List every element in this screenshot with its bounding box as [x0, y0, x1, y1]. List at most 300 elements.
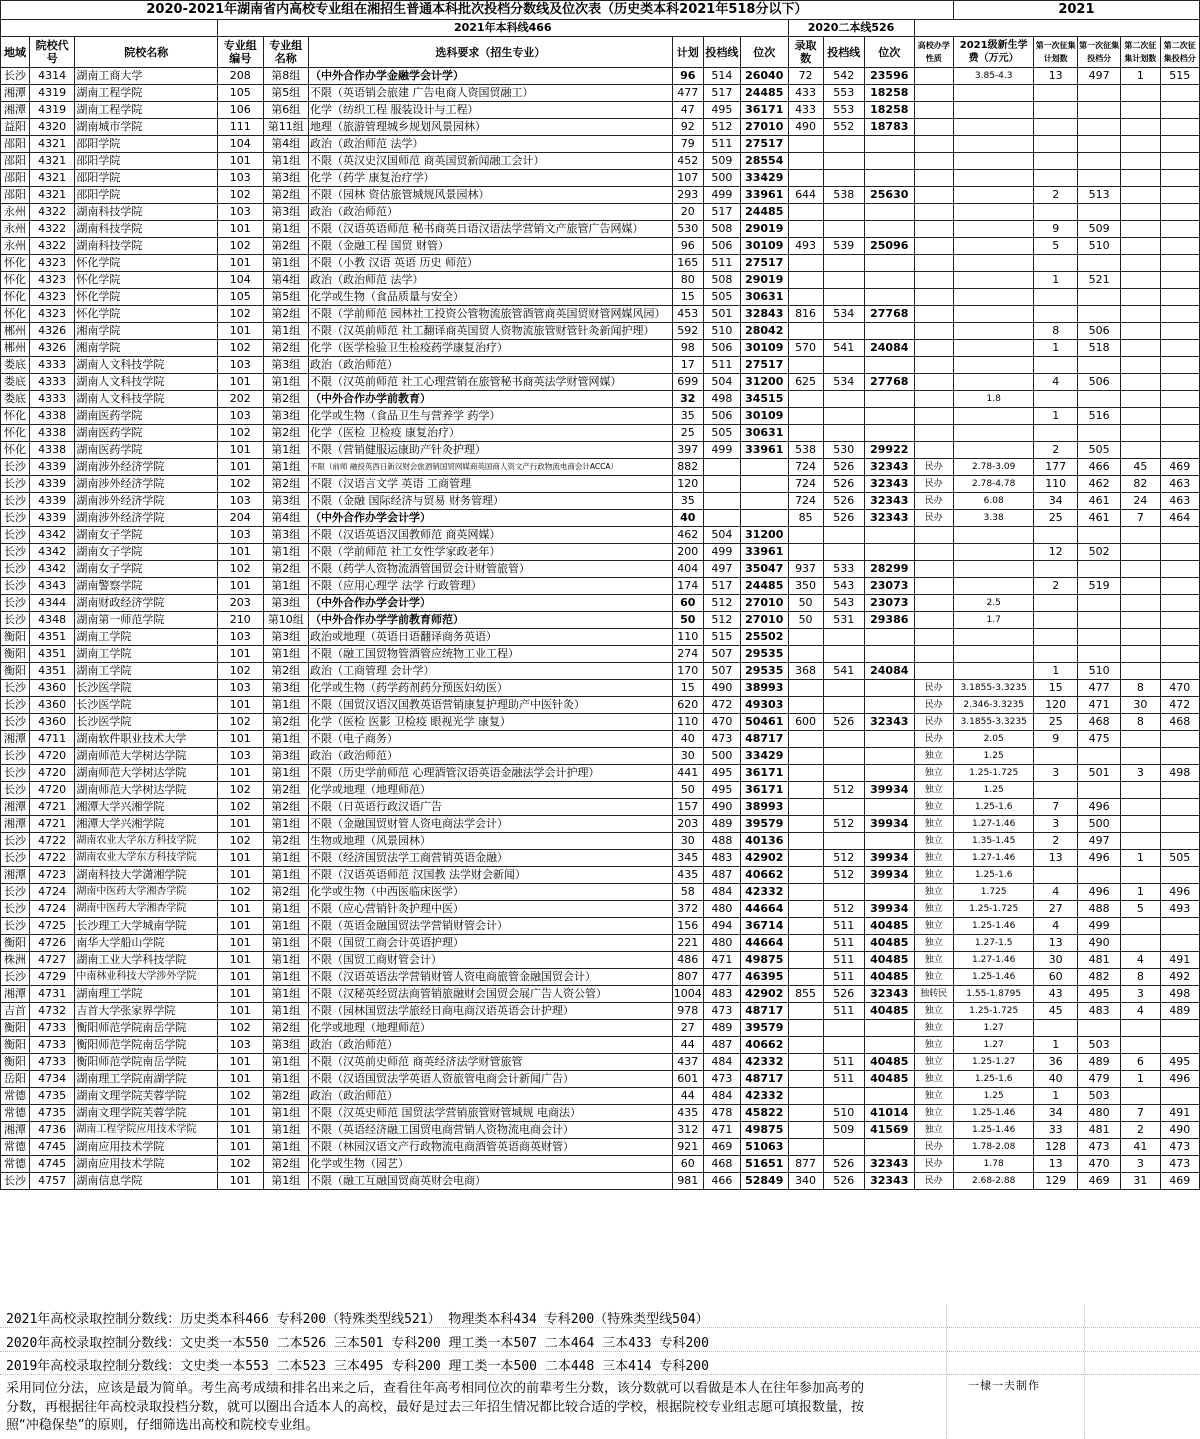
table-row — [1, 748, 1200, 765]
col-plan-cell: 35 — [672, 493, 703, 510]
col-sup1-score-cell: 468 — [1077, 714, 1120, 731]
col-rank-2020-cell: 40485 — [864, 952, 914, 969]
col-sup2-score-cell — [1160, 187, 1199, 204]
col-plan-cell: 452 — [672, 153, 703, 170]
col-region-cell: 长沙 — [1, 884, 30, 901]
col-school-name-cell: 湖南女子学院 — [75, 527, 218, 544]
col-sup2-score-cell: 468 — [1160, 714, 1199, 731]
col-sup2-plan-cell — [1121, 238, 1160, 255]
table-row — [1, 272, 1200, 289]
col-group-code-cell: 102 — [218, 238, 263, 255]
col-school-name-cell: 邵阳学院 — [75, 170, 218, 187]
col-region-cell: 长沙 — [1, 918, 30, 935]
col-rank-2021-cell: 48717 — [740, 731, 788, 748]
col-group-code-cell: 102 — [218, 187, 263, 204]
col-sup1-plan-cell: 1 — [1034, 272, 1077, 289]
col-plan-cell: 530 — [672, 221, 703, 238]
col-tuition-cell — [953, 561, 1034, 578]
col-school-type-cell: 民办 — [914, 697, 953, 714]
table-row — [1, 527, 1200, 544]
col-plan-cell: 620 — [672, 697, 703, 714]
col-cutoff-2021-cell: 512 — [703, 595, 740, 612]
col-tuition-cell — [953, 646, 1034, 663]
col-school-name-cell: 长沙医学院 — [75, 680, 218, 697]
col-group-code-cell: 102 — [218, 1020, 263, 1037]
col-sup2-score-cell — [1160, 391, 1199, 408]
col-school-name-cell: 湖南师范大学树达学院 — [75, 765, 218, 782]
col-school-type-cell: 独立 — [914, 952, 953, 969]
col-group-name-cell: 第2组 — [263, 476, 308, 493]
col-sup1-score-cell — [1077, 170, 1120, 187]
col-region-cell: 湘潭 — [1, 799, 30, 816]
col-cutoff-2020-cell: 526 — [823, 986, 864, 1003]
col-tuition-cell: 6.08 — [953, 493, 1034, 510]
col-school-type-cell — [914, 408, 953, 425]
col-admitted-2020-cell: 490 — [788, 119, 823, 136]
col-plan-cell: 50 — [672, 612, 703, 629]
col-sup2-plan-cell: 1 — [1121, 68, 1160, 85]
col-admitted-2020-cell: 85 — [788, 510, 823, 527]
control-line-2019: 2019年高校录取控制分数线：文史类一本553 二本523 三本495 专科200 理工类一本500 二本448 三本414 专科200 — [6, 1359, 709, 1374]
col-cutoff-2021-cell: 510 — [703, 323, 740, 340]
col-group-code-cell: 101 — [218, 1173, 263, 1190]
col-tuition-cell — [953, 272, 1034, 289]
col-admitted-2020-cell — [788, 527, 823, 544]
col-school-type-cell — [914, 561, 953, 578]
col-sup1-score-cell: 466 — [1077, 459, 1120, 476]
col-tuition-cell: 1.7 — [953, 612, 1034, 629]
col-school-name-cell: 湘潭大学兴湘学院 — [75, 799, 218, 816]
col-school-code-cell: 4322 — [29, 238, 74, 255]
col-rank-2021-cell: 33961 — [740, 544, 788, 561]
col-rank-2020-cell: 40485 — [864, 969, 914, 986]
col-tuition-cell — [953, 442, 1034, 459]
col-rank-2020-cell: 41569 — [864, 1122, 914, 1139]
col-cutoff-2020-cell: 510 — [823, 1105, 864, 1122]
col-group-name-cell: 第2组 — [263, 782, 308, 799]
control-line-2021: 2021年高校录取控制分数线：历史类本科466 专科200（特殊类型线521） 物理类本科434 专科200（特殊类型线504） — [6, 1312, 709, 1327]
col-plan-cell: 170 — [672, 663, 703, 680]
col-sup1-score-cell — [1077, 1020, 1120, 1037]
col-group-name-cell: 第3组 — [263, 1037, 308, 1054]
col-sup1-plan-cell — [1034, 527, 1077, 544]
col-school-type-cell — [914, 578, 953, 595]
col-school-name-cell: 湖南工商大学 — [75, 68, 218, 85]
col-rank-2020-cell — [864, 799, 914, 816]
col-sup1-plan-cell: 1 — [1034, 408, 1077, 425]
col-group-code-cell: 101 — [218, 255, 263, 272]
col-rank-2021-cell: 27010 — [740, 612, 788, 629]
col-cutoff-2021-cell: 484 — [703, 884, 740, 901]
col-group-code-cell: 101 — [218, 1003, 263, 1020]
col-school-code-cell: 4323 — [29, 255, 74, 272]
col-sup1-score-cell — [1077, 204, 1120, 221]
col-cutoff-2020-cell: 511 — [823, 918, 864, 935]
col-tuition-cell: 2.78-4.78 — [953, 476, 1034, 493]
col-school-type-cell — [914, 187, 953, 204]
col-group-name-cell: 第1组 — [263, 918, 308, 935]
col-admitted-2020-cell — [788, 748, 823, 765]
col-sup1-score-cell: 495 — [1077, 986, 1120, 1003]
col-school-code-cell: 4733 — [29, 1020, 74, 1037]
col-sup2-score-cell — [1160, 578, 1199, 595]
col-cutoff-2020-cell: 538 — [823, 187, 864, 204]
col-sup2-plan-cell — [1121, 119, 1160, 136]
col-sup2-score-cell — [1160, 561, 1199, 578]
col-rank-2020-cell: 25630 — [864, 187, 914, 204]
col-sup1-score-cell — [1077, 748, 1120, 765]
col-plan-cell: 978 — [672, 1003, 703, 1020]
col-group-code-cell: 111 — [218, 119, 263, 136]
col-rank-2021-cell: 33429 — [740, 170, 788, 187]
col-plan-cell: 1004 — [672, 986, 703, 1003]
col-sup1-plan-cell: 9 — [1034, 731, 1077, 748]
col-sup2-plan-cell — [1121, 782, 1160, 799]
col-cutoff-2020-cell — [823, 544, 864, 561]
col-admitted-2020-cell — [788, 969, 823, 986]
col-school-code-cell: 4314 — [29, 68, 74, 85]
table-row — [1, 1003, 1200, 1020]
col-admitted-2020-cell: 816 — [788, 306, 823, 323]
col-rank-2021-cell: 29019 — [740, 221, 788, 238]
col-cutoff-2021-cell: 495 — [703, 102, 740, 119]
col-tuition-cell: 1.25-1.46 — [953, 969, 1034, 986]
col-cutoff-2020-cell: 509 — [823, 1122, 864, 1139]
col-plan-cell: 17 — [672, 357, 703, 374]
col-group-name-cell: 第1组 — [263, 935, 308, 952]
col-cutoff-2020-cell — [823, 680, 864, 697]
col-plan-cell: 221 — [672, 935, 703, 952]
col-sup1-plan-cell — [1034, 612, 1077, 629]
col-school-type-cell — [914, 357, 953, 374]
col-admitted-2020-cell — [788, 629, 823, 646]
col-cutoff-2020-cell — [823, 748, 864, 765]
col-school-type-cell — [914, 323, 953, 340]
col-subject-req-cell: 化学（药学 康复治疗学） — [308, 170, 672, 187]
col-admitted-2020-cell — [788, 765, 823, 782]
col-region-cell: 岳阳 — [1, 1071, 30, 1088]
col-rank-2020-cell: 39934 — [864, 867, 914, 884]
col-group-code-cell: 101 — [218, 901, 263, 918]
col-cutoff-2020-cell: 511 — [823, 1003, 864, 1020]
col-sup1-plan-cell: 5 — [1034, 238, 1077, 255]
col-sup2-plan-cell — [1121, 629, 1160, 646]
col-sup2-plan-cell — [1121, 425, 1160, 442]
col-school-code-cell: 4734 — [29, 1071, 74, 1088]
col-cutoff-2021-cell: 484 — [703, 1054, 740, 1071]
col-sup2-score-cell: 496 — [1160, 884, 1199, 901]
col-plan-cell: 437 — [672, 1054, 703, 1071]
col-plan-cell: 44 — [672, 1088, 703, 1105]
col-sup1-score-cell: 482 — [1077, 969, 1120, 986]
col-plan-cell: 435 — [672, 867, 703, 884]
col-school-code-cell: 4722 — [29, 833, 74, 850]
col-rank-2020-cell — [864, 697, 914, 714]
col-sup2-plan-cell — [1121, 816, 1160, 833]
col-sup2-plan-cell: 24 — [1121, 493, 1160, 510]
col-rank-2021-cell: 42902 — [740, 850, 788, 867]
col-school-name-cell: 湖南理工学院 — [75, 986, 218, 1003]
col-cutoff-2021-cell: 473 — [703, 1003, 740, 1020]
col-school-name-cell: 湖南工业大学科技学院 — [75, 952, 218, 969]
col-sup2-score-cell — [1160, 170, 1199, 187]
col-rank-2020-cell: 18258 — [864, 102, 914, 119]
col-cutoff-2020-cell — [823, 1088, 864, 1105]
col-rank-2020-cell — [864, 272, 914, 289]
col-rank-2020-cell: 29386 — [864, 612, 914, 629]
col-plan-cell: 80 — [672, 272, 703, 289]
col-cutoff-2020-cell: 541 — [823, 663, 864, 680]
col-sup1-plan-cell: 1 — [1034, 340, 1077, 357]
col-subject-req-cell: 政治（工商管理 会计学） — [308, 663, 672, 680]
col-region-cell: 吉首 — [1, 1003, 30, 1020]
col-school-code-cell: 4321 — [29, 187, 74, 204]
col-group-code-cell: 105 — [218, 289, 263, 306]
col-group-code-cell: 101 — [218, 986, 263, 1003]
col-school-type-cell — [914, 68, 953, 85]
col-sup1-plan-cell: 25 — [1034, 714, 1077, 731]
col-rank-2020-cell: 23596 — [864, 68, 914, 85]
col-group-name-cell: 第3组 — [263, 204, 308, 221]
col-cutoff-2021-cell: 499 — [703, 187, 740, 204]
table-row — [1, 884, 1200, 901]
col-subject-req-cell: 不限（英语经济融工国贸电商营销人资物流电商会计） — [308, 1122, 672, 1139]
col-cutoff-2021-cell: 498 — [703, 391, 740, 408]
col-sup1-score-cell — [1077, 136, 1120, 153]
col-region-cell: 湘潭 — [1, 986, 30, 1003]
col-cutoff-2020-cell — [823, 799, 864, 816]
col-school-name-cell: 湖南财政经济学院 — [75, 595, 218, 612]
col-sup1-score-cell — [1077, 595, 1120, 612]
col-sup1-score-cell: 477 — [1077, 680, 1120, 697]
col-sup1-score-cell — [1077, 289, 1120, 306]
col-tuition-cell: 1.725 — [953, 884, 1034, 901]
col-school-name-cell: 湖南城市学院 — [75, 119, 218, 136]
col-cutoff-2021-cell: 511 — [703, 255, 740, 272]
col-region-cell: 邵阳 — [1, 170, 30, 187]
col-school-code-cell: 4321 — [29, 136, 74, 153]
col-cutoff-2021-cell: 499 — [703, 442, 740, 459]
col-school-name-cell: 湘潭大学兴湘学院 — [75, 816, 218, 833]
col-sup2-plan-cell — [1121, 527, 1160, 544]
col-sup2-plan-cell: 8 — [1121, 680, 1160, 697]
col-subject-req-cell: 不限（小教 汉语 英语 历史 师范） — [308, 255, 672, 272]
col-school-code-header: 院校代号 — [29, 37, 74, 68]
footer — [0, 1304, 1200, 1439]
col-group-code-cell: 102 — [218, 1156, 263, 1173]
table-row — [1, 782, 1200, 799]
col-school-name-cell: 湖南医药学院 — [75, 408, 218, 425]
col-plan-cell: 699 — [672, 374, 703, 391]
col-group-name-cell: 第1组 — [263, 816, 308, 833]
col-school-type-cell: 民办 — [914, 459, 953, 476]
col-school-type-cell — [914, 306, 953, 323]
col-subject-req-cell: 不限（营销健服运康助产针灸护理） — [308, 442, 672, 459]
col-cutoff-2020-cell — [823, 408, 864, 425]
col-sup1-score-cell — [1077, 306, 1120, 323]
col-sup1-score-cell: 496 — [1077, 850, 1120, 867]
col-rank-2021-cell: 33961 — [740, 187, 788, 204]
col-sup1-plan-cell: 3 — [1034, 816, 1077, 833]
col-school-name-cell: 衡阳师范学院南岳学院 — [75, 1037, 218, 1054]
col-tuition-cell: 1.25-1.725 — [953, 901, 1034, 918]
col-tuition-cell — [953, 408, 1034, 425]
col-cutoff-2020-cell: 541 — [823, 340, 864, 357]
col-admitted-2020-cell — [788, 1122, 823, 1139]
col-subject-req-cell: 不限（汉语国贸法学英语人资旅管电商会计新闻广告） — [308, 1071, 672, 1088]
col-group-name-cell: 第1组 — [263, 255, 308, 272]
col-school-name-cell: 湖南软件职业技术大学 — [75, 731, 218, 748]
col-school-code-cell: 4735 — [29, 1105, 74, 1122]
col-sup2-plan-cell — [1121, 374, 1160, 391]
col-rank-2021-cell: 49875 — [740, 1122, 788, 1139]
col-sup2-plan-cell: 6 — [1121, 1054, 1160, 1071]
col-sup1-score-cell: 481 — [1077, 1122, 1120, 1139]
col-cutoff-2020-cell — [823, 323, 864, 340]
col-sup2-score-cell — [1160, 833, 1199, 850]
col-school-code-cell: 4726 — [29, 935, 74, 952]
col-sup2-plan-cell — [1121, 323, 1160, 340]
col-rank-2020-cell: 40485 — [864, 918, 914, 935]
col-rank-2020-cell — [864, 221, 914, 238]
col-group-name-cell: 第1组 — [263, 986, 308, 1003]
col-sup1-score-cell — [1077, 867, 1120, 884]
col-cutoff-2021-cell: 500 — [703, 170, 740, 187]
table-row — [1, 68, 1200, 85]
col-sup2-score-cell: 495 — [1160, 1054, 1199, 1071]
table-row — [1, 850, 1200, 867]
col-subject-req-cell: 化学（医检 卫检疫 康复治疗） — [308, 425, 672, 442]
col-region-cell: 长沙 — [1, 782, 30, 799]
col-cutoff-2021-cell: 505 — [703, 289, 740, 306]
col-cutoff-2021-cell: 505 — [703, 425, 740, 442]
col-sup2-score-cell — [1160, 153, 1199, 170]
col-rank-2021-cell: 49875 — [740, 952, 788, 969]
col-school-name-header: 院校名称 — [75, 37, 218, 68]
col-plan-cell: 110 — [672, 714, 703, 731]
col-sup1-plan-cell — [1034, 255, 1077, 272]
col-cutoff-2021-cell: 478 — [703, 1105, 740, 1122]
col-admitted-2020-cell — [788, 918, 823, 935]
col-tuition-cell: 1.25-1.46 — [953, 1105, 1034, 1122]
col-group-name-cell: 第1组 — [263, 1105, 308, 1122]
col-school-code-cell: 4333 — [29, 357, 74, 374]
col-cutoff-2021-cell: 489 — [703, 1020, 740, 1037]
method-note: 采用同位分法，应该是最为简单。考生高考成绩和排名出来之后，查看往年高考相同位次的前辈考生分数，该分数就可以看做是本人在往年参加高考的分数，再根据往年高校录取投档分数，就可以圈出合适本人的高校，最好是过去三年招生情况都比较合适的学校，根据院校专业组志愿可填报数量，按照“冲稳保垫”的原则，仔细筛选出高校和院校专业组。 — [6, 1381, 865, 1433]
col-school-name-cell: 湖南工程学院 — [75, 102, 218, 119]
col-sup1-plan-header: 第一次征集计划数 — [1034, 37, 1077, 68]
col-school-name-cell: 怀化学院 — [75, 272, 218, 289]
col-cutoff-2021-cell — [703, 510, 740, 527]
col-rank-2020-cell: 28299 — [864, 561, 914, 578]
col-tuition-cell — [953, 289, 1034, 306]
col-cutoff-2021-cell: 500 — [703, 748, 740, 765]
col-rank-2021-cell: 52849 — [740, 1173, 788, 1190]
col-rank-2020-cell: 18783 — [864, 119, 914, 136]
col-sup2-score-cell — [1160, 782, 1199, 799]
col-school-code-cell: 4729 — [29, 969, 74, 986]
col-region-cell: 衡阳 — [1, 935, 30, 952]
col-school-code-cell: 4724 — [29, 901, 74, 918]
col-sup1-score-cell: 500 — [1077, 816, 1120, 833]
col-sup1-plan-cell — [1034, 170, 1077, 187]
col-sup1-plan-cell: 3 — [1034, 765, 1077, 782]
col-cutoff-2020-cell: 553 — [823, 102, 864, 119]
col-cutoff-2020-cell: 526 — [823, 459, 864, 476]
col-plan-cell: 40 — [672, 731, 703, 748]
col-school-type-cell — [914, 136, 953, 153]
col-group-name-cell: 第3组 — [263, 408, 308, 425]
col-rank-2020-cell: 18258 — [864, 85, 914, 102]
col-tuition-cell — [953, 663, 1034, 680]
col-tuition-cell: 1.25 — [953, 1088, 1034, 1105]
col-rank-2020-cell — [864, 408, 914, 425]
col-group-name-cell: 第1组 — [263, 442, 308, 459]
col-sup2-score-cell — [1160, 255, 1199, 272]
col-group-code-cell: 103 — [218, 408, 263, 425]
col-school-code-cell: 4745 — [29, 1139, 74, 1156]
col-sup1-score-cell: 480 — [1077, 1105, 1120, 1122]
col-subject-req-cell: 不限（融工互融国贸商英财会电商） — [308, 1173, 672, 1190]
col-sup2-plan-cell — [1121, 833, 1160, 850]
col-school-code-cell: 4721 — [29, 799, 74, 816]
col-group-code-cell: 203 — [218, 595, 263, 612]
col-rank-2021-cell: 40662 — [740, 867, 788, 884]
col-admitted-2020-cell — [788, 170, 823, 187]
col-cutoff-2021-cell: 511 — [703, 136, 740, 153]
col-sup1-plan-cell: 13 — [1034, 850, 1077, 867]
col-school-code-cell: 4323 — [29, 306, 74, 323]
col-tuition-cell — [953, 153, 1034, 170]
col-rank-2021-cell: 39579 — [740, 816, 788, 833]
col-cutoff-2021-cell: 517 — [703, 578, 740, 595]
col-tuition-cell — [953, 238, 1034, 255]
col-subject-req-cell: （中外合作办学前教育） — [308, 391, 672, 408]
col-school-type-cell: 民办 — [914, 476, 953, 493]
col-plan-cell: 807 — [672, 969, 703, 986]
col-tuition-cell: 1.25-1.725 — [953, 765, 1034, 782]
col-admitted-2020-cell — [788, 255, 823, 272]
col-school-code-cell: 4732 — [29, 1003, 74, 1020]
col-plan-cell: 92 — [672, 119, 703, 136]
col-school-type-cell: 民办 — [914, 1139, 953, 1156]
col-cutoff-2021-cell: 471 — [703, 1122, 740, 1139]
col-sup2-plan-cell — [1121, 306, 1160, 323]
col-cutoff-2021-cell: 471 — [703, 952, 740, 969]
col-plan-cell: 156 — [672, 918, 703, 935]
col-group-name-cell: 第4组 — [263, 510, 308, 527]
col-admitted-2020-cell — [788, 1003, 823, 1020]
col-school-code-cell: 4320 — [29, 119, 74, 136]
col-admitted-2020-cell: 644 — [788, 187, 823, 204]
col-cutoff-2020-cell — [823, 527, 864, 544]
col-cutoff-2021-cell: 497 — [703, 561, 740, 578]
col-cutoff-2021-cell: 495 — [703, 765, 740, 782]
col-sup2-plan-cell: 2 — [1121, 1122, 1160, 1139]
col-cutoff-2021-cell: 511 — [703, 357, 740, 374]
col-cutoff-2020-cell: 511 — [823, 935, 864, 952]
col-group-name-cell: 第1组 — [263, 1054, 308, 1071]
col-sup2-score-cell — [1160, 646, 1199, 663]
col-school-type-cell — [914, 85, 953, 102]
col-sup2-plan-cell — [1121, 646, 1160, 663]
col-rank-2020-cell — [864, 680, 914, 697]
col-tuition-cell: 1.55-1.8795 — [953, 986, 1034, 1003]
col-school-name-cell: 湖南工学院 — [75, 646, 218, 663]
col-sup2-score-cell: 490 — [1160, 1122, 1199, 1139]
col-school-name-cell: 中南林业科技大学涉外学院 — [75, 969, 218, 986]
col-region-cell: 永州 — [1, 238, 30, 255]
